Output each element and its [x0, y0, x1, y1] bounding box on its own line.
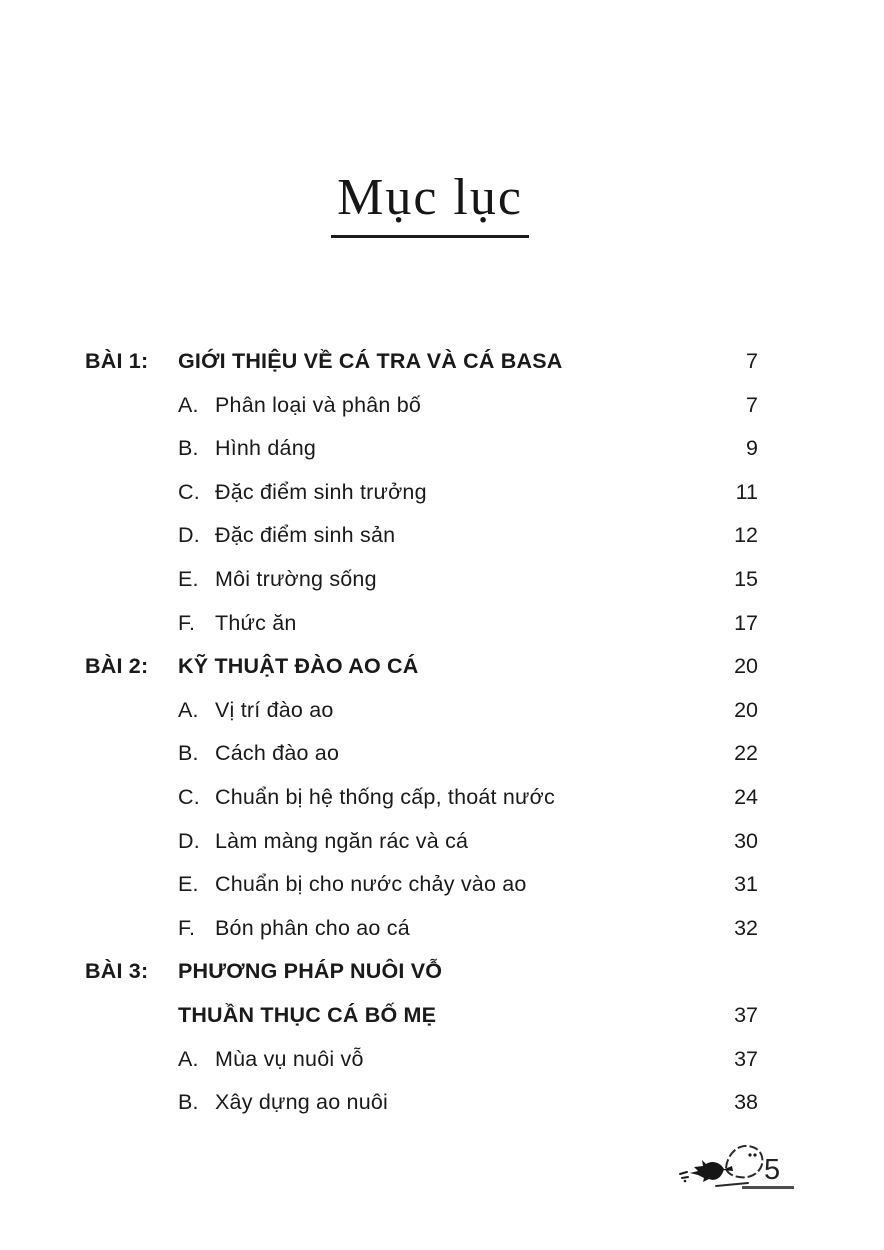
section-label: BÀI 3:	[85, 959, 149, 984]
item-title: Vị trí đào ao	[215, 697, 334, 722]
toc-section-heading	[85, 340, 758, 384]
toc-item	[85, 384, 758, 428]
row-title	[178, 438, 700, 460]
item-title: Bón phân cho ao cá	[215, 915, 410, 940]
page-number: 20	[734, 654, 758, 679]
item-title: Đặc điểm sinh trưởng	[215, 479, 427, 504]
item-title: Cách đào ao	[215, 741, 340, 766]
item-letter: E.	[178, 872, 199, 897]
toc-item	[85, 1081, 758, 1125]
toc-item	[85, 558, 758, 602]
toc-section-heading	[85, 645, 758, 689]
toc	[85, 340, 758, 1125]
item-title: Môi trường sống	[215, 567, 377, 592]
toc-item	[85, 732, 758, 776]
page-number: 24	[734, 784, 758, 809]
item-title: Hình dáng	[215, 436, 317, 461]
item-title: Xây dựng ao nuôi	[215, 1090, 388, 1115]
item-title: Chuẩn bị cho nước chảy vào ao	[215, 872, 527, 897]
folio-rule	[742, 1186, 794, 1189]
page-number: 22	[734, 741, 758, 766]
item-letter: A.	[178, 1046, 199, 1071]
item-title: Phân loại và phân bố	[215, 392, 422, 417]
item-letter: B.	[178, 741, 199, 766]
page-number: 15	[734, 567, 758, 592]
toc-item	[85, 689, 758, 733]
item-letter: A.	[178, 392, 199, 417]
row-title: THUẦN THỤC CÁ BỐ MẸ	[178, 1002, 437, 1027]
page-number: 20	[734, 697, 758, 722]
page-number: 17	[734, 610, 758, 635]
item-letter: B.	[178, 436, 199, 461]
section-label: BÀI 1:	[85, 349, 149, 374]
page-number: 11	[735, 479, 758, 504]
page-number: 37	[734, 1046, 758, 1071]
toc-item	[85, 471, 758, 515]
row-title: PHƯƠNG PHÁP NUÔI VỖ	[178, 959, 443, 984]
item-letter: B.	[178, 1090, 199, 1115]
item-letter: A.	[178, 697, 199, 722]
row-title: KỸ THUẬT ĐÀO AO CÁ	[178, 654, 419, 679]
item-title: Đặc điểm sinh sản	[215, 523, 396, 548]
page-number: 37	[734, 1002, 758, 1027]
row-title	[178, 610, 700, 635]
item-letter: D.	[178, 828, 200, 853]
row-title	[178, 392, 700, 417]
item-title: Chuẩn bị hệ thống cấp, thoát nước	[215, 784, 555, 809]
row-title: GIỚI THIỆU VỀ CÁ TRA VÀ CÁ BASA	[178, 349, 563, 374]
page-footer	[668, 1132, 818, 1207]
row-title	[178, 697, 700, 722]
item-letter: E.	[178, 567, 199, 592]
toc-item	[85, 602, 758, 646]
page-number: 38	[734, 1090, 758, 1115]
item-letter: C.	[178, 479, 200, 504]
row-title	[178, 1092, 700, 1114]
item-title: Mùa vụ nuôi vỗ	[215, 1046, 364, 1071]
row-title	[178, 743, 700, 765]
page-number: 32	[734, 915, 758, 940]
row-title	[178, 479, 700, 504]
page-number: 7	[746, 392, 758, 417]
toc-item	[85, 820, 758, 864]
page-number: 12	[734, 523, 758, 548]
row-title	[178, 874, 700, 896]
item-letter: C.	[178, 784, 200, 809]
item-title: Thức ăn	[215, 610, 297, 635]
toc-item	[85, 514, 758, 558]
toc-item	[85, 1038, 758, 1082]
toc-item	[85, 776, 758, 820]
row-title	[178, 915, 700, 940]
row-title	[178, 784, 700, 809]
page-title: Mục lục	[331, 168, 529, 238]
page-number: 9	[746, 436, 758, 461]
toc-item	[85, 907, 758, 951]
item-letter: F.	[178, 915, 196, 940]
row-title	[178, 828, 700, 853]
section-label: BÀI 2:	[85, 654, 149, 679]
page-number: 31	[734, 872, 758, 897]
folio-page-number: 5	[764, 1154, 781, 1186]
row-title	[178, 1046, 700, 1071]
toc-section-heading	[85, 994, 758, 1038]
item-letter: D.	[178, 523, 200, 548]
item-letter: F.	[178, 610, 196, 635]
item-title: Làm màng ngăn rác và cá	[215, 828, 469, 853]
toc-section-heading	[85, 950, 758, 994]
toc-item	[85, 863, 758, 907]
page-number: 30	[734, 828, 758, 853]
row-title	[178, 525, 700, 547]
page-number: 7	[746, 349, 758, 374]
toc-item	[85, 427, 758, 471]
row-title	[178, 569, 700, 591]
title-wrap	[0, 168, 884, 238]
